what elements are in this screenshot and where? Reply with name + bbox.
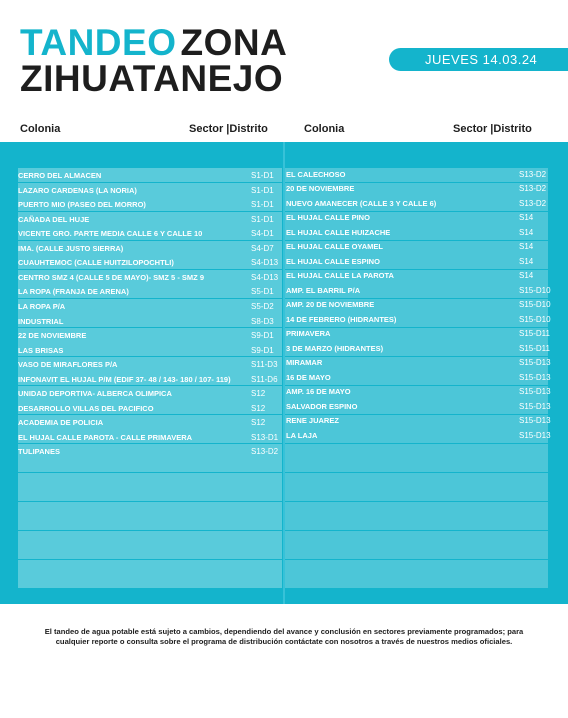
sector-code: S12 (251, 389, 266, 399)
colonia-name: CERRO DEL ALMACEN (18, 171, 102, 180)
left-row-stripe (18, 487, 282, 501)
colonia-name: PRIMAVERA (286, 329, 331, 338)
sector-code: S15-D13 (519, 358, 551, 367)
right-row-stripe (285, 516, 548, 530)
sector-code: S4-D13 (251, 258, 279, 268)
right-sector-header: Sector |Distrito (453, 123, 532, 135)
colonia-name: EL CALECHOSO (286, 169, 346, 179)
colonia-name: EL HUJAL CALLE ESPINO (286, 256, 380, 266)
colonia-name: LA ROPA (FRANJA DE ARENA) (18, 287, 129, 297)
colonia-name: LAZARO CARDENAS (LA NORIA) (18, 185, 137, 195)
colonia-name: SALVADOR ESPINO (286, 401, 358, 411)
sector-code: S4-D1 (251, 229, 274, 239)
sector-code: S15-D10 (519, 300, 551, 309)
colonia-name: MIRAMAR (286, 358, 323, 367)
left-sector-header: Sector |Distrito (189, 123, 268, 135)
colonia-name: 14 DE FEBRERO (HIDRANTES) (286, 314, 397, 324)
sector-code: S1-D1 (251, 200, 274, 210)
colonia-name: 22 DE NOVIEMBRE (18, 331, 87, 341)
colonia-name: NUEVO AMANECER (CALLE 3 Y CALLE 6) (286, 198, 437, 208)
left-row-stripe (18, 560, 282, 574)
left-row-stripe (18, 574, 282, 588)
left-row-stripe (18, 545, 282, 559)
colonia-name: CENTRO SMZ 4 (CALLE 5 DE MAYO)- SMZ 5 - SMZ 9 (18, 272, 204, 282)
colonia-name: EL HUJAL CALLE OYAMEL (286, 242, 383, 251)
sector-code: S11-D6 (251, 374, 278, 384)
sector-code: S14 (519, 256, 534, 266)
date-badge: JUEVES 14.03.24 (389, 48, 568, 71)
sector-code: S13-D2 (251, 447, 279, 457)
footer-note: El tandeo de agua potable está sujeto a cambios, dependiendo del avance y conclusión en sectores previamente programados; para cualquier reporte o consulta sobre el programa de distribución contáctate con nosotros a través de nuestros medios oficiales. (44, 627, 524, 646)
sector-code: S9-D1 (251, 331, 274, 341)
sector-code: S9-D1 (251, 345, 274, 355)
colonia-name: AMP. 20 DE NOVIEMBRE (286, 300, 375, 309)
colonia-name: 3 DE MARZO (HIDRANTES) (286, 343, 384, 353)
sector-code: S13-D2 (519, 169, 547, 179)
sector-code: S15-D13 (519, 387, 551, 396)
colonia-name: EL HUJAL CALLE PAROTA - CALLE PRIMAVERA (18, 432, 193, 442)
sector-code: S5-D1 (251, 287, 274, 297)
left-row-stripe (18, 458, 282, 472)
title-word-tandeo: TANDEO (20, 22, 177, 63)
colonia-name: IMA. (CALLE JUSTO SIERRA) (18, 243, 124, 253)
colonia-name: DESARROLLO VILLAS DEL PACIFICO (18, 403, 154, 413)
left-row-stripe (18, 516, 282, 530)
colonia-name: TULIPANES (18, 447, 60, 457)
sector-code: S13-D1 (251, 432, 279, 442)
sector-code: S1-D1 (251, 185, 274, 195)
right-row-stripe (285, 574, 548, 588)
right-row-stripe (285, 531, 548, 545)
colonia-name: VASO DE MIRAFLORES P/A (18, 360, 118, 370)
sector-code: S11-D3 (251, 360, 278, 370)
colonia-name: CAÑADA DEL HUJE (18, 214, 90, 224)
sector-code: S15-D13 (519, 372, 551, 382)
right-row-stripe (285, 502, 548, 516)
sector-code: S15-D13 (519, 430, 551, 440)
page-title-line-1 (20, 24, 287, 61)
colonia-name: RENE JUAREZ (286, 416, 339, 425)
colonia-name: EL HUJAL CALLE LA PAROTA (286, 271, 394, 280)
right-row-stripe (285, 487, 548, 501)
colonia-name: ACADEMIA DE POLICIA (18, 418, 104, 428)
right-colonia-header: Colonia (304, 123, 345, 135)
left-row-stripe (18, 502, 282, 516)
sector-code: S15-D10 (519, 285, 551, 295)
right-row-stripe (285, 545, 548, 559)
right-row-stripe (285, 473, 548, 487)
sector-code: S13-D2 (519, 184, 547, 193)
right-row-stripe (285, 458, 548, 472)
colonia-name: AMP. EL BARRIL P/A (286, 285, 361, 295)
sector-code: S14 (519, 227, 534, 237)
colonia-name: 16 DE MAYO (286, 372, 331, 382)
sector-code: S15-D11 (519, 329, 550, 338)
sector-code: S12 (251, 418, 266, 428)
title-word-zona: ZONA (180, 22, 288, 63)
colonia-name: LA LAJA (286, 430, 318, 440)
colonia-name: 20 DE NOVIEMBRE (286, 184, 355, 193)
left-row-stripe (18, 473, 282, 487)
colonia-name: PUERTO MIO (PASEO DEL MORRO) (18, 200, 146, 210)
colonia-name: LA ROPA P/A (18, 301, 66, 311)
colonia-name: AMP. 16 DE MAYO (286, 387, 351, 396)
sector-code: S15-D13 (519, 401, 551, 411)
sector-code: S14 (519, 213, 534, 222)
colonia-name: VICENTE GRO. PARTE MEDIA CALLE 6 Y CALLE 10 (18, 229, 203, 239)
sector-code: S13-D2 (519, 198, 547, 208)
sector-code: S1-D1 (251, 171, 274, 180)
left-colonia-header: Colonia (20, 123, 61, 135)
colonia-name: EL HUJAL CALLE HUIZACHE (286, 227, 391, 237)
sector-code: S5-D2 (251, 301, 274, 311)
sector-code: S8-D3 (251, 316, 274, 326)
sector-code: S4-D13 (251, 272, 279, 282)
colonia-name: EL HUJAL CALLE PINO (286, 213, 370, 222)
sector-code: S15-D13 (519, 416, 551, 425)
right-row-stripe (285, 560, 548, 574)
colonia-name: UNIDAD DEPORTIVA- ALBERCA OLIMPICA (18, 389, 172, 399)
colonia-name: INFONAVIT EL HUJAL P/M (EDIF 37- 48 / 143- 180 / 107- 119) (18, 374, 231, 384)
column-divider (283, 142, 285, 604)
sector-code: S1-D1 (251, 214, 274, 224)
colonia-name: LAS BRISAS (18, 345, 64, 355)
sector-code: S12 (251, 403, 266, 413)
sector-code: S14 (519, 271, 534, 280)
colonia-name: INDUSTRIAL (18, 316, 64, 326)
sector-code: S15-D10 (519, 314, 551, 324)
sector-code: S14 (519, 242, 534, 251)
sector-code: S4-D7 (251, 243, 274, 253)
page-title-line-2: ZIHUATANEJO (20, 58, 284, 99)
right-row-stripe (285, 444, 548, 458)
left-row-stripe (18, 531, 282, 545)
sector-code: S15-D11 (519, 343, 550, 353)
colonia-name: CUAUHTEMOC (CALLE HUITZILOPOCHTLI) (18, 258, 174, 268)
